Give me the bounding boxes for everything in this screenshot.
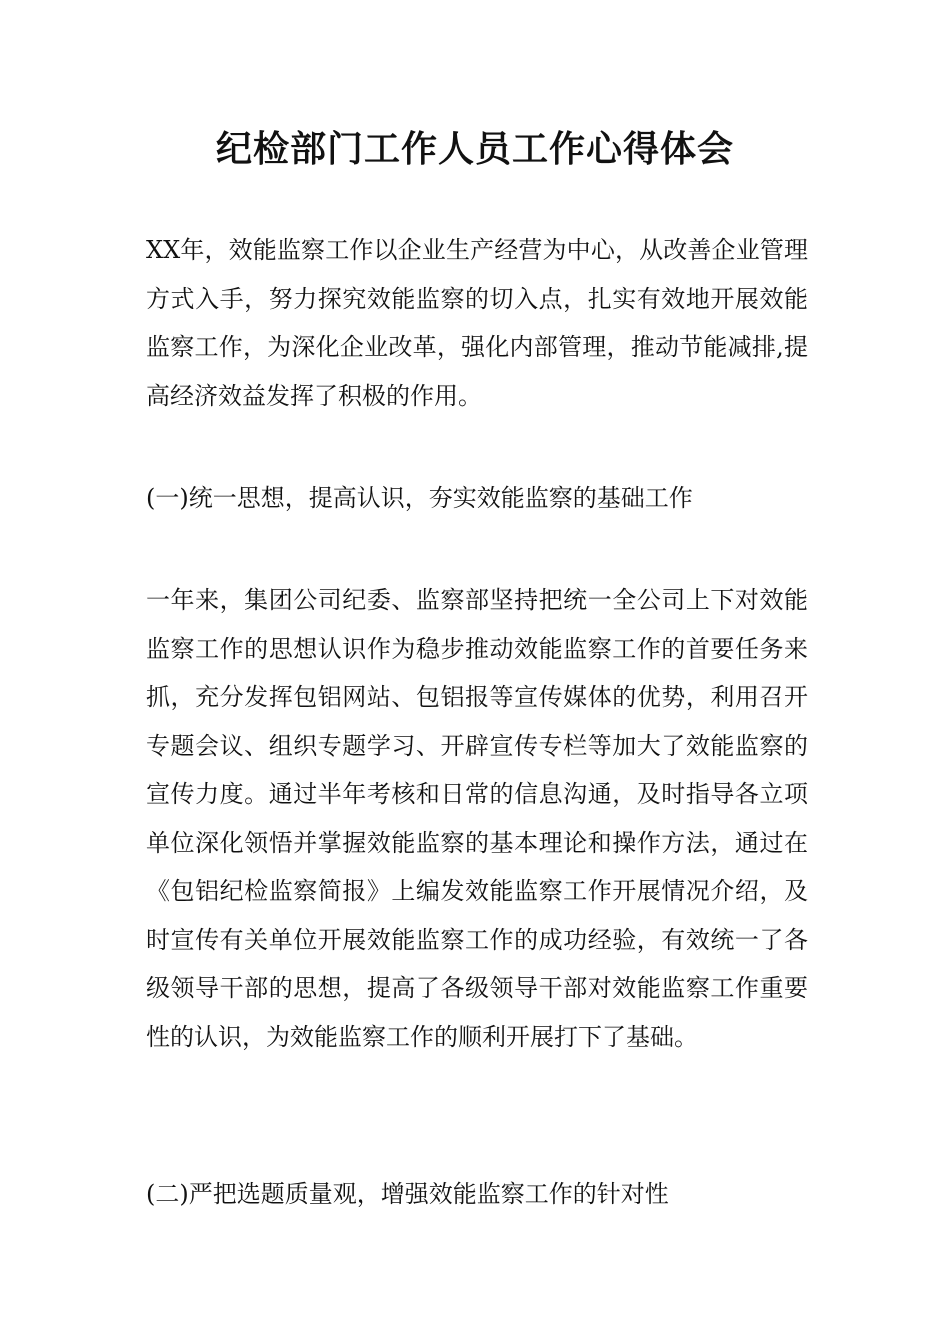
paragraph-section-1: 一年来，集团公司纪委、监察部坚持把统一全公司上下对效能监察工作的思想认识作为稳步推动效能监察工作的首要任务来抓，充分发挥包铝网站、包铝报等宣传媒体的优势，利用召开专题会议、组织专题学习、开辟宣传专栏等加大了效能监察的宣传力度。通过半年考核和日常的信息沟通，及时指导各立项单位深化领悟并掌握效能监察的基本理论和操作方法，通过在《包铝纪检监察简报》上编发效能监察工作开展情况介绍，及时宣传有关单位开展效能监察工作的成功经验，有效统一了各级领导干部的思想，提高了各级领导干部对效能监察工作重要性的认识，为效能监察工作的顺利开展打下了基础。 xyxy=(146,586,808,1051)
paragraph-intro: XX年，效能监察工作以企业生产经营为中心，从改善企业管理方式入手，努力探究效能监察的切入点，扎实有效地开展效能监察工作，为深化企业改革，强化内部管理，推动节能减排,提高经济效益发挥了积极的作用。 xyxy=(146,236,808,410)
document-title: 纪检部门工作人员工作心得体会 xyxy=(215,129,734,170)
section-heading-2: (二)严把选题质量观，增强效能监察工作的针对性 xyxy=(146,1180,669,1208)
section-heading-1: (一)统一思想，提高认识，夯实效能监察的基础工作 xyxy=(146,484,693,512)
